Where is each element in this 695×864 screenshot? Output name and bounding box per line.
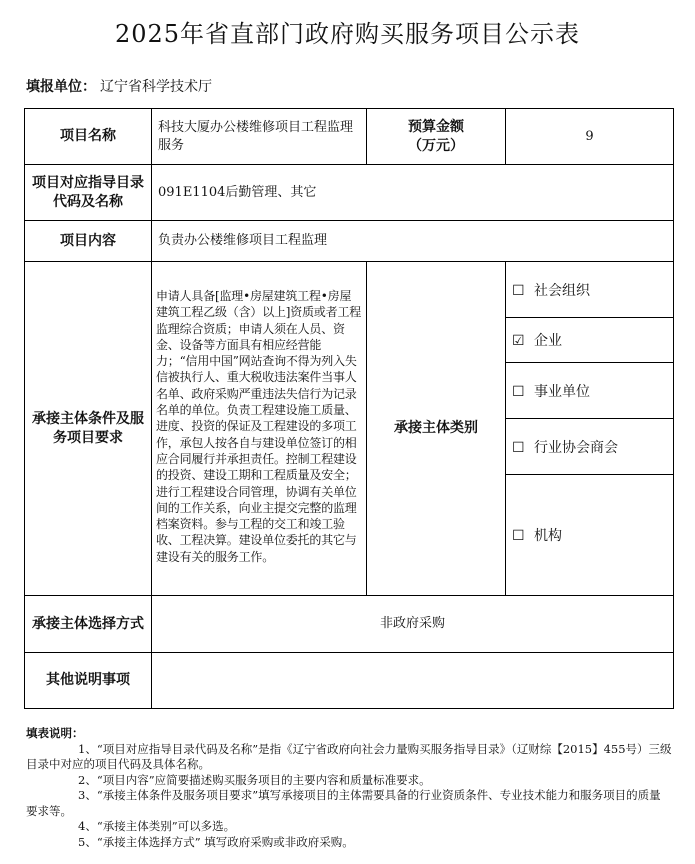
other-label: 其他说明事项: [25, 653, 152, 709]
project-table: [24, 108, 674, 709]
entity-type-option-label: 机构: [534, 528, 562, 544]
reporting-unit-value: 辽宁省科学技术厅: [100, 79, 212, 95]
entity-type-label: 承接主体类别: [367, 262, 506, 596]
table-row: [25, 596, 674, 653]
requirements-text: 申请人具备[监理•房屋建筑工程•房屋建筑工程乙级（含）以上]资质或者工程监理综合资质；申请人须在人员、资金、设备等方面具有相应经营能力；“信用中国”网站查询不得为列入失信被执行人、重大税收违法案件当事人名单、政府采购严重违法失信行为记录名单的单位。负责工程建设施工质量、进度、投资的保证及工程建设的多项工作，承包人按各自与建设单位签订的相应合同履行并承担责任。控制工程建设的投资、建设工期和工程质量及安全；进行工程建设合同管理，协调有关单位间的工作关系，向业主提交完整的监理档案资料。参与工程的交工和竣工验收、工程决算。建设单位委托的其它与建设有关的服务工作。: [152, 262, 367, 596]
table-row: [25, 262, 674, 318]
checkbox-icon: ☐: [512, 528, 525, 544]
catalog-label: 项目对应指导目录代码及名称: [25, 165, 152, 221]
project-name-label: 项目名称: [25, 109, 152, 165]
entity-type-option-label: 企业: [534, 333, 562, 349]
instruction-item: 1、“项目对应指导目录代码及名称”是指《辽宁省政府向社会力量购买服务指导目录》（辽财综【2015】455号）三级目录中对应的项目代码及具体名称。: [26, 741, 672, 771]
project-name-value: 科技大厦办公楼维修项目工程监理服务: [152, 109, 367, 165]
entity-type-option[interactable]: [506, 262, 674, 318]
instruction-item: 3、“承接主体条件及服务项目要求”填写承接项目的主体需要具备的行业资质条件、专业技术能力和服务项目的质量要求等。: [26, 788, 661, 818]
entity-type-option[interactable]: [506, 363, 674, 419]
content-value: 负责办公楼维修项目工程监理: [152, 221, 674, 262]
entity-type-option-label: 事业单位: [534, 383, 590, 400]
entity-type-option-label: 社会组织: [534, 282, 590, 299]
other-value: [152, 653, 674, 709]
selection-value: 非政府采购: [152, 596, 674, 653]
budget-label-line2: （万元）: [408, 137, 464, 154]
instruction-item: 2、“项目内容”应简要描述购买服务项目的主要内容和质量标准要求。: [78, 772, 431, 787]
content-label: 项目内容: [25, 221, 152, 262]
instructions-title: 填表说明：: [26, 726, 84, 740]
table-row: [25, 109, 674, 165]
entity-type-option[interactable]: [506, 475, 674, 596]
checkbox-checked-icon: ☑: [512, 333, 525, 349]
checkbox-icon: ☐: [512, 282, 525, 299]
catalog-value: 091E1104后勤管理、其它: [152, 165, 674, 221]
fill-instructions: [26, 726, 672, 850]
reporting-unit-label: 填报单位：: [26, 79, 96, 95]
page-title: 2025年省直部门政府购买服务项目公示表: [114, 20, 581, 48]
table-row: [25, 653, 674, 709]
reporting-unit: [26, 76, 212, 96]
instruction-item: 5、“承接主体选择方式” 填写政府采购或非政府采购。: [78, 834, 354, 849]
entity-type-option-label: 行业协会商会: [534, 439, 618, 456]
table-row: [25, 165, 674, 221]
selection-label: 承接主体选择方式: [25, 596, 152, 653]
entity-type-option[interactable]: [506, 419, 674, 475]
budget-label: [367, 109, 506, 165]
requirements-label: 承接主体条件及服务项目要求: [25, 262, 152, 596]
entity-type-option[interactable]: [506, 318, 674, 363]
instruction-item: 4、“承接主体类别”可以多选。: [78, 819, 236, 833]
checkbox-icon: ☐: [512, 439, 525, 456]
budget-value: 9: [506, 109, 674, 165]
budget-label-line1: 预算金额: [408, 118, 464, 135]
checkbox-icon: ☐: [512, 383, 525, 400]
table-row: [25, 221, 674, 262]
